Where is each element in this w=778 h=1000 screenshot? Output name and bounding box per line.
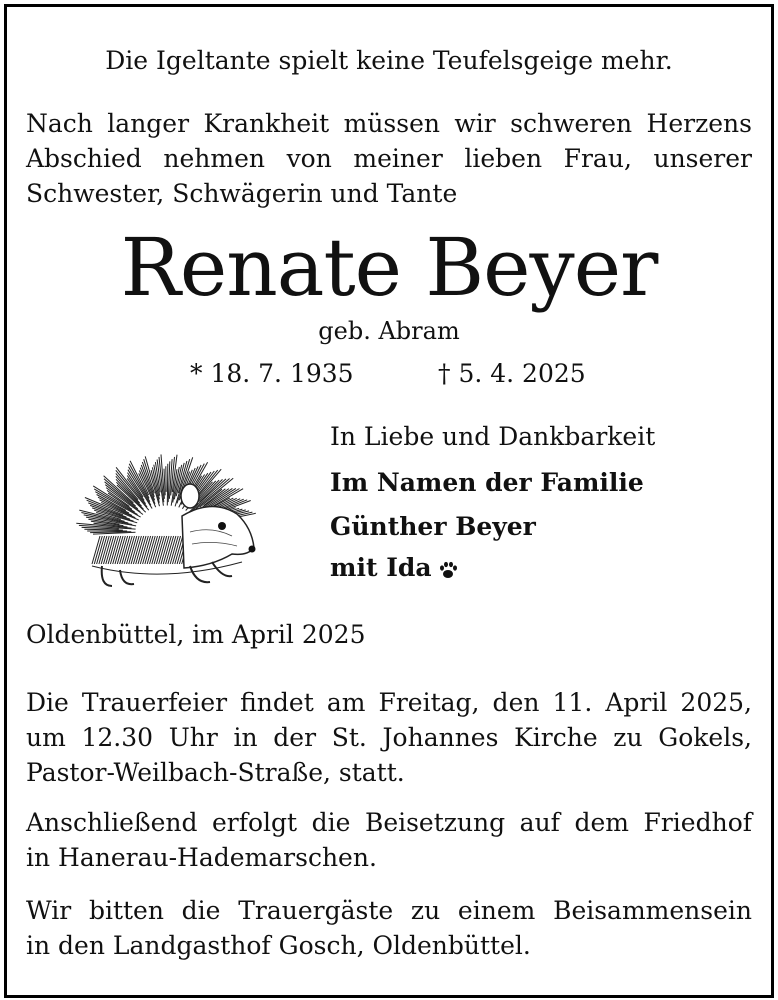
mourner-name: Günther Beyer [330, 512, 536, 541]
place-and-date: Oldenbüttel, im April 2025 [26, 620, 366, 649]
funeral-line-3: Pastor-Weilbach-Straße, statt. [26, 758, 405, 787]
motto: Die Igeltante spielt keine Teufelsgeige mehr. [105, 46, 673, 75]
gathering-line-2: in den Landgasthof Gosch, Oldenbüttel. [26, 931, 531, 960]
maiden-name: geb. Abram [318, 317, 460, 345]
funeral-line-2: um 12.30 Uhr in der St. Johannes Kirche zu Gokels, [26, 723, 752, 752]
farewell-phrase: In Liebe und Dankbarkeit [330, 422, 656, 451]
birth-date: * 18. 7. 1935 [190, 359, 354, 388]
burial-line-1: Anschließend erfolgt die Beisetzung auf dem Friedhof [26, 808, 752, 837]
intro-line-3: Schwester, Schwägerin und Tante [26, 179, 458, 208]
intro-line-2: Abschied nehmen von meiner lieben Frau, unserer [26, 144, 752, 173]
mourner-pet-line [330, 555, 458, 580]
family-line: Im Namen der Familie [330, 468, 644, 497]
intro-line-1: Nach langer Krankheit müssen wir schweren Herzens [26, 109, 752, 138]
burial-line-2: in Hanerau-Hademarschen. [26, 843, 377, 872]
hedgehog-illustration [72, 436, 262, 596]
gathering-line-1: Wir bitten die Trauergäste zu einem Beisammensein [26, 896, 752, 925]
paw-print-icon [438, 560, 458, 580]
deceased-name: Renate Beyer [120, 221, 658, 314]
funeral-line-1: Die Trauerfeier findet am Freitag, den 11. April 2025, [26, 688, 752, 717]
death-date: † 5. 4. 2025 [438, 359, 586, 388]
pet-name: mit Ida [330, 553, 432, 582]
